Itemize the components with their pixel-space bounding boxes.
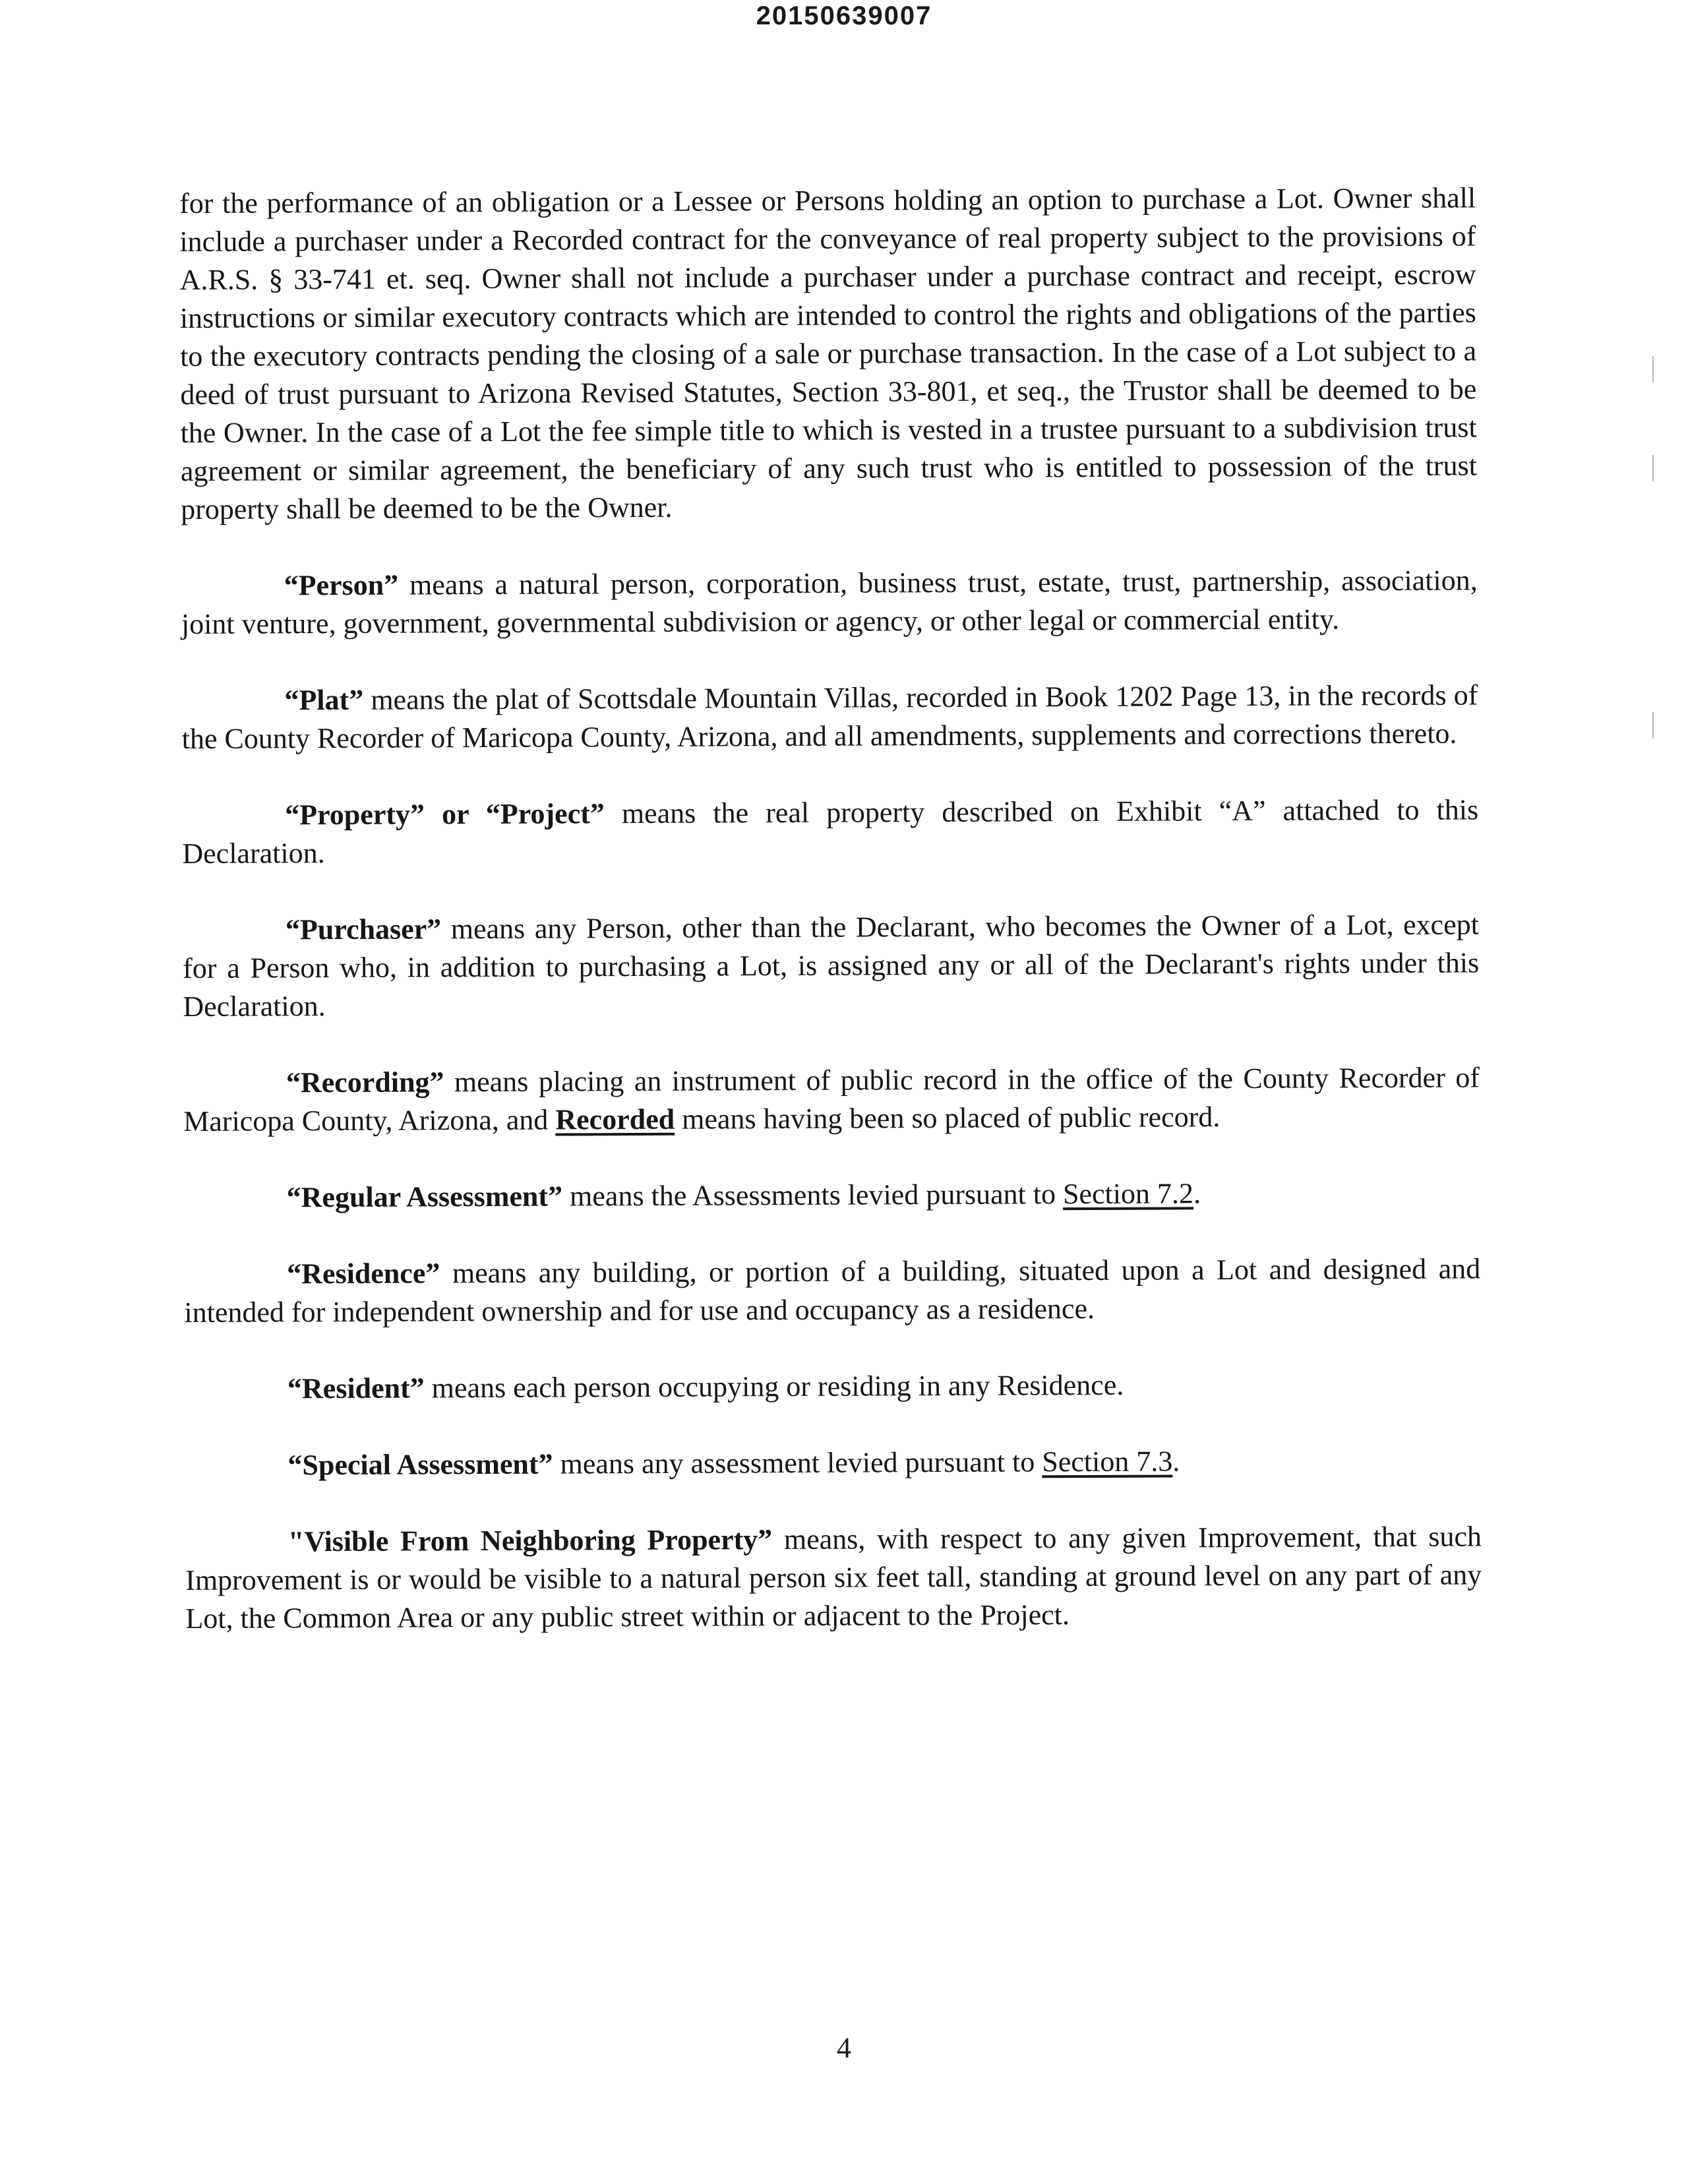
defined-term: “Person” [284,568,399,602]
recorded-term-reference: Recorded [555,1103,675,1136]
document-number: 20150639007 [756,1,932,30]
defined-term: “Property” or “Project” [285,797,605,832]
definition-residence [184,1250,1480,1332]
definition-text: means the real property described on Exhibit “A” attached to this Declaration. [182,793,1479,870]
defined-term: "Visible From Neighboring Property” [287,1523,773,1558]
scan-margin-mark [1652,356,1654,382]
definition-text: means having been so placed of public record. [675,1101,1221,1136]
definition-text: means a natural person, corporation, business trust, estate, trust, partnership, association, joint venture, government, governmental subdivision or agency, or other legal or commercial entity. [181,564,1478,640]
section-reference: Section 7.3 [1042,1445,1173,1478]
owner-definition-continuation: for the performance of an obligation or a Lessee or Persons holding an option to purchase a Lot. Owner shall include a purchaser under a Recorded contract for the conveyance of real property subject to the provisions of A.R.S. § 33-741 et. seq. Owner shall not include a purchaser under a purchase contract and receipt, escrow instructions or similar executory contracts which are intended to control the rights and obligations of the parties to the executory contracts pending the closing of a sale or purchase transaction. In the case of a Lot subject to a deed of trust pursuant to Arizona Revised Statutes, Section 33-801, et seq., the Trustor shall be deemed to be the Owner. In the case of a Lot the fee simple title to which is vested in a trustee pursuant to a subdivision trust agreement or similar agreement, the beneficiary of any such trust who is entitled to possession of the trust property shall be deemed to be the Owner. [179,181,1477,526]
definition-special-assessment [185,1441,1481,1485]
section-reference: Section 7.2 [1062,1177,1194,1211]
definition-text: means any Person, other than the Declarant, who becomes the Owner of a Lot, except for a Person who, in addition to purchasing a Lot, is assigned any or all of the Declarant's rights under this Declaration. [183,908,1480,1023]
definition-person [181,561,1478,644]
defined-term: “Purchaser” [285,913,442,946]
definition-text: means the plat of Scottsdale Mountain Villas, recorded in Book 1202 Page 13, in the records of the County Recorder of Maricopa County, Arizona, and all amendments, supplements and corrections thereto. [181,679,1478,755]
sentence-end: . [1193,1177,1201,1210]
definition-plat [181,676,1478,758]
defined-term: “Resident” [287,1372,425,1405]
definition-text: means, with respect to any given Improvement, that such Improvement is or would be visible to a natural person six feet tall, standing at ground level on any part of any Lot, the Common Area or any public street within or adjacent to the Project. [185,1520,1482,1635]
defined-term: “Plat” [284,683,364,717]
defined-term: “Recording” [286,1066,444,1099]
defined-term: “Special Assessment” [287,1447,553,1482]
defined-term: “Residence” [287,1257,440,1290]
definition-recording [183,1058,1480,1141]
defined-term: “Regular Assessment” [286,1180,563,1214]
definition-regular-assessment [184,1173,1480,1217]
scan-margin-mark [1652,712,1654,739]
page-number: 4 [837,2032,851,2064]
sentence-end: . [1172,1445,1180,1478]
definition-text: means each person occupying or residing in any Residence. [424,1368,1124,1405]
scan-margin-mark [1652,455,1654,481]
document-body [179,179,1482,1676]
definition-text: means the Assessments levied pursuant to [562,1178,1064,1213]
definition-text: means any building, or portion of a building, situated upon a Lot and designed and intended for independent ownership and for use and occupancy as a residence. [184,1252,1481,1329]
definition-text: means placing an instrument of public record in the office of the County Recorder of Maricopa County, Arizona, and [183,1061,1480,1138]
definition-property [182,791,1478,873]
definition-visible-from-neighboring-property [185,1517,1482,1638]
definition-resident [185,1364,1481,1409]
definition-purchaser [183,905,1480,1026]
definition-text: means any assessment levied pursuant to [553,1445,1042,1480]
